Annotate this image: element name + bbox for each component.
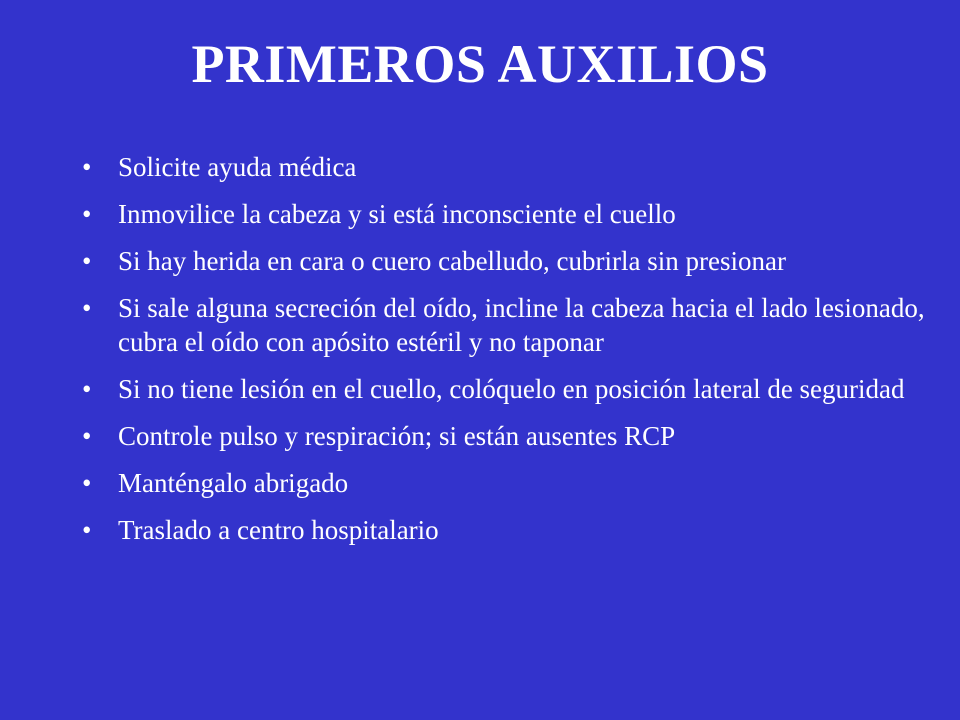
bullet-text: Solicite ayuda médica bbox=[118, 152, 357, 182]
bullet-item bbox=[80, 372, 930, 406]
bullet-icon: • bbox=[82, 421, 92, 451]
bullet-item bbox=[80, 513, 930, 547]
bullet-item bbox=[80, 197, 930, 231]
slide-title: PRIMEROS AUXILIOS bbox=[191, 34, 769, 94]
bullet-text: Manténgalo abrigado bbox=[118, 468, 349, 498]
bullet-icon: • bbox=[82, 152, 92, 182]
bullet-text: Inmovilice la cabeza y si está inconsciente el cuello bbox=[118, 199, 676, 229]
bullet-item bbox=[80, 150, 930, 184]
bullet-text: Si sale alguna secreción del oído, incline la cabeza hacia el lado lesionado, cubra el oído con apósito estéril y no taponar bbox=[118, 293, 925, 357]
bullet-icon: • bbox=[82, 293, 92, 323]
bullet-item bbox=[80, 466, 930, 500]
bullet-list bbox=[80, 150, 930, 560]
bullet-item bbox=[80, 244, 930, 278]
bullet-icon: • bbox=[82, 515, 92, 545]
bullet-text: Traslado a centro hospitalario bbox=[118, 515, 439, 545]
bullet-item bbox=[80, 291, 930, 359]
bullet-icon: • bbox=[82, 199, 92, 229]
bullet-icon: • bbox=[82, 468, 92, 498]
bullet-text: Si hay herida en cara o cuero cabelludo, cubrirla sin presionar bbox=[118, 246, 786, 276]
bullet-icon: • bbox=[82, 246, 92, 276]
bullet-text: Controle pulso y respiración; si están ausentes RCP bbox=[118, 421, 676, 451]
bullet-icon: • bbox=[82, 374, 92, 404]
bullet-item bbox=[80, 419, 930, 453]
bullet-text: Si no tiene lesión en el cuello, colóquelo en posición lateral de seguridad bbox=[118, 374, 905, 404]
